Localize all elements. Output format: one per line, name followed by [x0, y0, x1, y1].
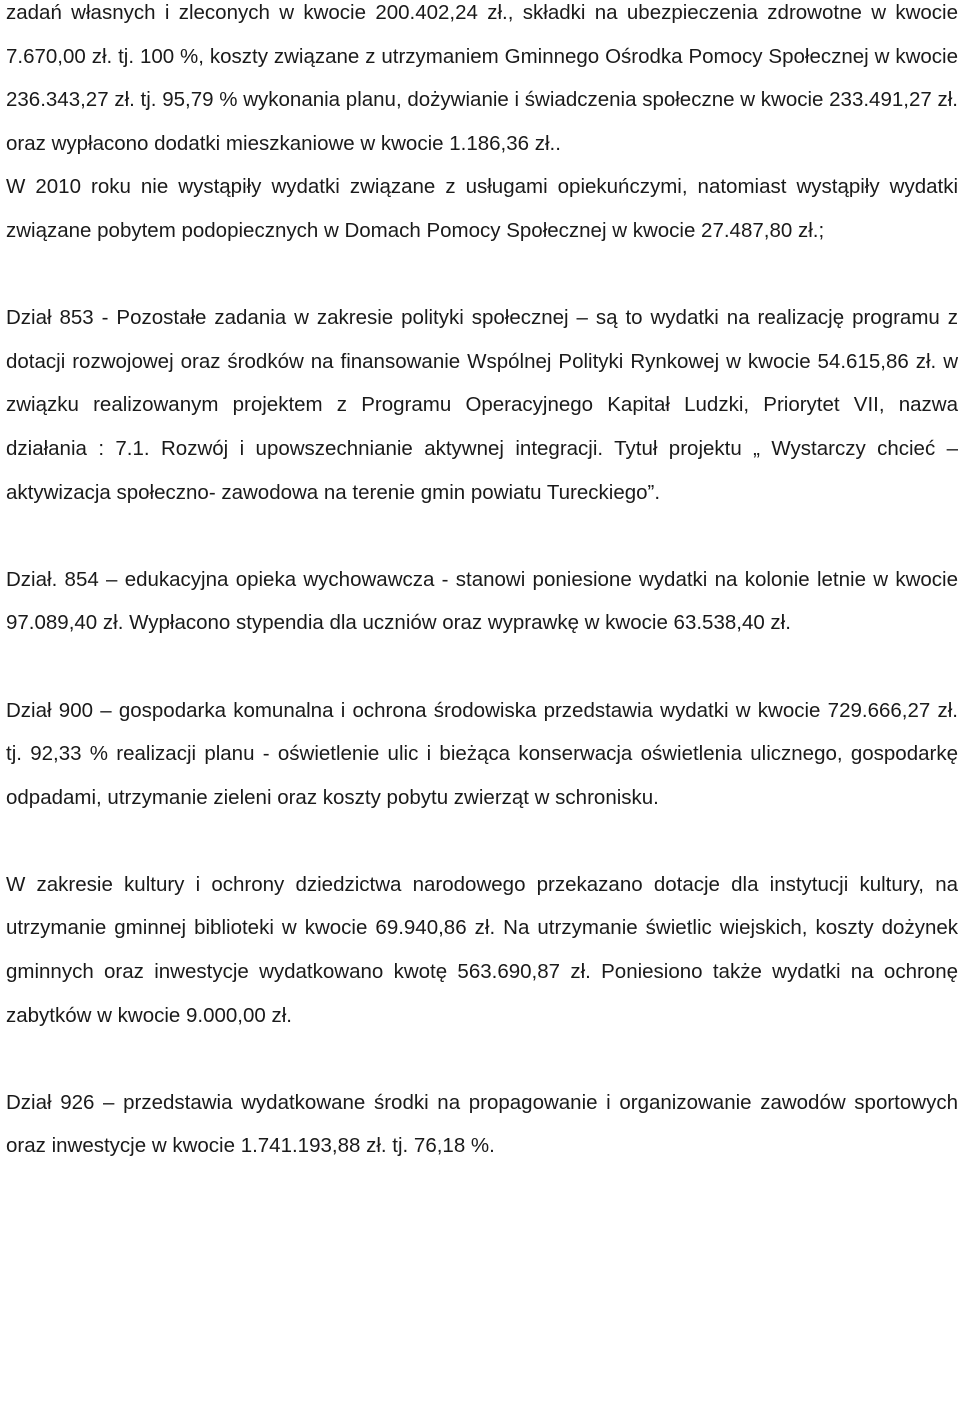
- paragraph-section-854: Dział. 854 – edukacyjna opieka wychowawcza - stanowi poniesione wydatki na kolonie letnie w kwocie 97.089,40 zł. Wypłacono stypendia dla uczniów oraz wyprawkę w kwocie 63.538,40 zł.: [6, 567, 958, 635]
- paragraph-section-900: Dział 900 – gospodarka komunalna i ochrona środowiska przedstawia wydatki w kwocie 729.666,27 zł. tj. 92,33 % realizacji planu - oświetlenie ulic i bieżąca konserwacja oświetlenia ulicznego, gospodarkę odpadami, utrzymanie zieleni oraz koszty pobytu zwierząt w schronisku.: [6, 698, 958, 809]
- paragraph-section-926: Dział 926 – przedstawia wydatkowane środki na propagowanie i organizowanie zawodów sportowych oraz inwestycje w kwocie 1.741.193,88 zł. tj. 76,18 %.: [6, 1090, 958, 1158]
- paragraph-social-assistance-expenses: zadań własnych i zleconych w kwocie 200.402,24 zł., składki na ubezpieczenia zdrowotne w kwocie 7.670,00 zł. tj. 100 %, koszty związane z utrzymaniem Gminnego Ośrodka Pomocy Społecznej w kwocie 236.343,27 zł. tj. 95,79 % wykonania planu, dożywianie i świadczenia społeczne w kwocie 233.491,27 zł. oraz wypłacono dodatki mieszkaniowe w kwocie 1.186,36 zł..: [6, 1, 958, 155]
- document-page: [6, 0, 958, 1168]
- paragraph-care-services: W 2010 roku nie wystąpiły wydatki związane z usługami opiekuńczymi, natomiast wystąpiły wydatki związane pobytem podopiecznych w Domach Pomocy Społecznej w kwocie 27.487,80 zł.;: [6, 175, 958, 242]
- paragraph-culture-heritage: W zakresie kultury i ochrony dziedzictwa narodowego przekazano dotacje dla instytucji kultury, na utrzymanie gminnej biblioteki w kwocie 69.940,86 zł. Na utrzymanie świetlic wiejskich, koszty dożynek gminnych oraz inwestycje wydatkowano kwotę 563.690,87 zł. Poniesiono także wydatki na ochronę zabytków w kwocie 9.000,00 zł.: [6, 872, 958, 1027]
- paragraph-section-853: Dział 853 - Pozostałe zadania w zakresie polityki społecznej – są to wydatki na realizację programu z dotacji rozwojowej oraz środków na finansowanie Wspólnej Polityki Rynkowej w kwocie 54.615,86 zł. w związku realizowanym projektem z Programu Operacyjnego Kapitał Ludzki, Priorytet VII, nazwa działania : 7.1. Rozwój i upowszechnianie aktywnej integracji. Tytuł projektu „ Wystarczy chcieć – aktywizacja społeczno- zawodowa na terenie gmin powiatu Tureckiego”.: [6, 306, 958, 504]
